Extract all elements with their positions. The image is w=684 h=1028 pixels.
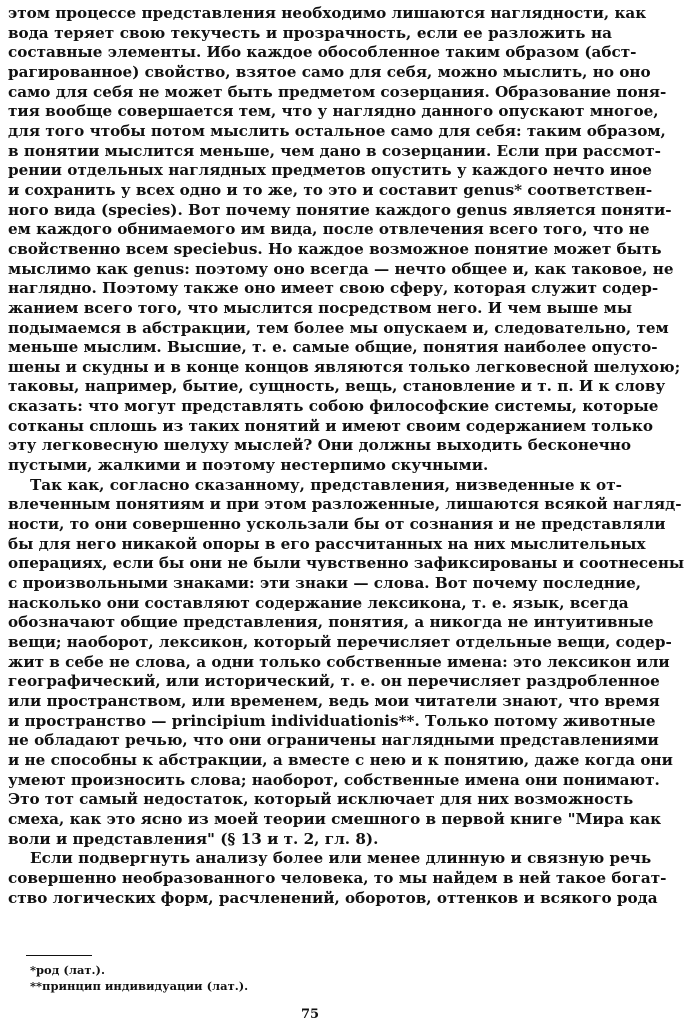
text-line: Так как, согласно сказанному, представления, низведенные к от- (30, 475, 622, 494)
paragraph-3 (8, 849, 667, 908)
text-line: в понятии мыслится меньше, чем дано в созерцании. Если при рассмот- (8, 141, 661, 160)
text-line: воли и представления" (§ 13 и т. 2, гл. 8). (8, 829, 379, 848)
text-line: Если подвергнуть анализу более или менее длинную и связную речь (30, 849, 652, 868)
paragraph-1 (8, 4, 681, 476)
footnote-divider (26, 955, 92, 956)
text-line: рении отдельных наглядных предметов опустить у каждого нечто иное (8, 161, 652, 180)
text-line: жит в себе не слова, а одни только собственные имена: это лексикон или (8, 652, 670, 671)
text-line: вещи; наоборот, лексикон, который перечисляет отдельные вещи, содер- (8, 633, 672, 651)
text-line: ного вида (species). Вот почему понятие каждого genus является поняти- (8, 200, 672, 219)
text-line: или пространством, или временем, ведь мои читатели знают, что время (8, 691, 660, 710)
text-line: насколько они составляют содержание лексикона, т. е. язык, всегда (8, 593, 629, 612)
text-line: ем каждого обнимаемого им вида, после отвлечения всего того, что не (8, 220, 650, 239)
text-line: с произвольными знаками: эти знаки — слова. Вот почему последние, (8, 574, 642, 593)
text-line: и сохранить у всех одно и то же, то это и составит genus* соответствен- (8, 180, 653, 199)
text-line: эту легковесную шелуху мыслей? Они должны выходить бесконечно (8, 436, 632, 455)
text-line: наглядно. Поэтому также оно имеет свою сферу, которая служит содер- (8, 279, 659, 298)
text-line: не обладают речью, что они ограничены наглядными представлениями (8, 731, 659, 750)
text-line: мыслимо как genus: поэтому оно всегда — нечто общее и, как таковое, не (8, 259, 674, 278)
text-line: тия вообще совершается тем, что у наглядно данного опускают многое, (8, 102, 659, 121)
text-line: таковы, например, бытие, сущность, вещь, становление и т. п. И к слову (8, 377, 666, 396)
text-line: подымаемся в абстракции, тем более мы опускаем и, следовательно, тем (8, 318, 669, 337)
text-line: рагированное) свойство, взятое само для себя, можно мыслить, но оно (8, 62, 651, 81)
text-line: операциях, если бы они не были чувственно зафиксированы и соотнесены (8, 554, 684, 573)
text-line: пустыми, жалкими и поэтому нестерпимо скучными. (8, 456, 489, 475)
text-line: совершенно необразованного человека, то мы найдем в ней такое богат- (8, 868, 667, 887)
text-line: для того чтобы потом мыслить остальное само для себя: таким образом, (8, 121, 666, 140)
page-number: 75 (300, 1007, 320, 1022)
footnote-1: *род (лат.). (30, 963, 105, 977)
text-line: само для себя не может быть предметом созерцания. Образование поня- (8, 82, 667, 101)
text-line: умеют произносить слова; наоборот, собственные имена они понимают. (8, 770, 660, 789)
footnotes (30, 962, 248, 994)
text-line: географический, или исторический, т. е. он перечисляет раздробленное (8, 672, 660, 691)
text-line: вода теряет свою текучесть и прозрачность, если ее разложить на (8, 23, 612, 42)
text-line: этом процессе представления необходимо лишаются наглядности, как (8, 4, 647, 22)
text-line: бы для него никакой опоры в его рассчитанных на них мыслительных (8, 534, 646, 553)
text-line: Это тот самый недостаток, который исключает для них возможность (8, 790, 634, 809)
text-line: ство логических форм, расчленений, оборотов, оттенков и всякого рода (8, 888, 658, 907)
text-line: сотканы сплошь из таких понятий и имеют своим содержанием только (8, 416, 653, 435)
paragraph-2 (8, 475, 684, 849)
text-line: обозначают общие представления, понятия, а никогда не интуитивные (8, 613, 654, 632)
text-line: свойственно всем speciebus. Но каждое возможное понятие может быть (8, 239, 662, 258)
text-line: сказать: что могут представлять собою философские системы, которые (8, 397, 659, 416)
text-line: жанием всего того, что мыслится посредством него. И чем выше мы (8, 298, 633, 317)
text-line: ности, то они совершенно ускользали бы от сознания и не представляли (8, 515, 666, 534)
text-line: и не способны к абстракции, а вместе с нею и к понятию, даже когда они (8, 750, 673, 769)
text-line: шены и скудны и в конце концов являются только легковесной шелухою; (8, 357, 681, 376)
text-line: составные элементы. Ибо каждое обособленное таким образом (абст- (8, 43, 637, 62)
text-line: меньше мыслим. Высшие, т. е. самые общие, понятия наиболее опусто- (8, 338, 658, 357)
text-line: влеченным понятиям и при этом разложенные, лишаются всякой нагляд- (8, 495, 682, 514)
text-line: смеха, как это ясно из моей теории смешного в первой книге "Мира как (8, 809, 662, 828)
text-line: и пространство — principium individuationis**. Только потому животные (8, 711, 656, 730)
footnote-2: **принцип индивидуации (лат.). (30, 979, 249, 993)
